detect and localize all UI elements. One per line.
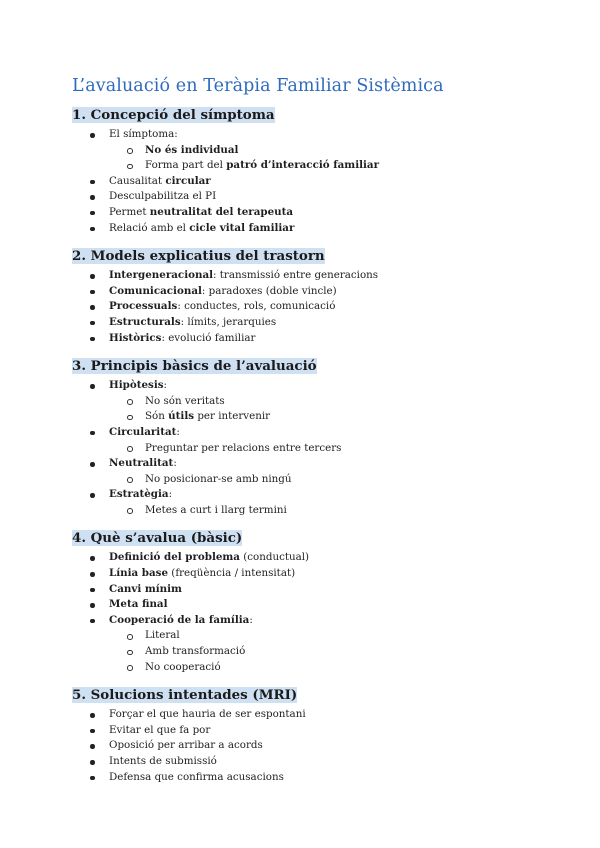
- sub-list: [109, 472, 540, 488]
- sub-list: [109, 143, 540, 174]
- sub-list: [109, 503, 540, 519]
- list-item: [72, 268, 540, 284]
- sub-list-item: [109, 158, 540, 174]
- section-5: [72, 684, 540, 785]
- list-item: [72, 550, 540, 566]
- item-text: Causalitat: [109, 174, 166, 187]
- list-item: [72, 425, 540, 456]
- section-heading-text: 5. Solucions intentades (MRI): [72, 687, 298, 704]
- section-2: [72, 245, 540, 346]
- item-text: Intents de submissió: [109, 755, 217, 767]
- sub-list: [109, 628, 540, 675]
- item-text: El símptoma:: [109, 128, 178, 140]
- item-text: :: [176, 425, 180, 438]
- item-bold-text: Estratègia: [109, 488, 169, 501]
- list-item: [72, 723, 540, 739]
- list-item: [72, 738, 540, 754]
- item-bold-text: Cooperació de la família: [109, 613, 250, 626]
- bullet-list: [72, 268, 540, 346]
- item-bold-text: útils: [168, 410, 195, 423]
- item-bold-text: No és individual: [145, 143, 239, 156]
- section-heading-text: 2. Models explicatius del trastorn: [72, 248, 325, 265]
- item-bold-text: neutralitat del terapeuta: [149, 205, 294, 218]
- item-text: Forçar el que hauria de ser espontani: [109, 708, 306, 721]
- list-item: [72, 331, 540, 347]
- bullet-list: [72, 127, 540, 236]
- list-item: [72, 770, 540, 786]
- item-text: Són: [145, 410, 169, 423]
- sub-list-item: [109, 441, 540, 457]
- section-heading-text: 4. Què s’avalua (bàsic): [72, 530, 243, 547]
- item-text: (freqüència / intensitat): [168, 567, 296, 580]
- list-item: [72, 189, 540, 205]
- item-bold-text: Línia base: [109, 567, 169, 580]
- item-text: :: [249, 613, 253, 626]
- list-item: [72, 378, 540, 425]
- item-bold-text: Comunicacional: [109, 284, 202, 297]
- item-text: : paradoxes (doble vincle): [201, 284, 337, 297]
- item-text: Metes a curt i llarg termini: [145, 503, 287, 516]
- item-text: Relació amb el: [109, 221, 190, 234]
- section-heading: [72, 529, 244, 547]
- section-heading-text: 3. Principis bàsics de l’avaluació: [72, 358, 317, 375]
- item-text: Forma part del: [145, 159, 227, 172]
- item-text: Amb transformació: [145, 645, 246, 658]
- list-item: [72, 205, 540, 221]
- item-text: Preguntar per relacions entre tercers: [145, 441, 342, 454]
- sub-list-item: [109, 644, 540, 660]
- item-bold-text: Circularitat: [109, 425, 177, 438]
- section-heading: [72, 247, 327, 265]
- sub-list-item: [109, 394, 540, 410]
- sub-list-item: [109, 503, 540, 519]
- sub-list-item: [109, 143, 540, 159]
- item-bold-text: cicle vital familiar: [189, 221, 295, 234]
- list-item: [72, 174, 540, 190]
- section-heading: [72, 357, 319, 375]
- item-bold-text: Canvi mínim: [109, 582, 182, 595]
- item-bold-text: Definició del problema: [109, 551, 240, 564]
- item-text: :: [173, 457, 177, 470]
- list-item: [72, 127, 540, 174]
- section-4: [72, 527, 540, 675]
- sub-list: [109, 394, 540, 425]
- list-item: [72, 299, 540, 315]
- item-text: (conductual): [239, 551, 310, 564]
- list-item: [72, 221, 540, 237]
- section-heading-text: 1. Concepció del símptoma: [72, 107, 275, 123]
- sub-list-item: [109, 472, 540, 488]
- bullet-list: [72, 707, 540, 785]
- list-item: [72, 582, 540, 598]
- list-item: [72, 487, 540, 518]
- sub-list-item: [109, 628, 540, 644]
- sub-list: [109, 441, 540, 457]
- item-text: : conductes, rols, comunicació: [177, 300, 336, 313]
- item-bold-text: Processuals: [109, 300, 178, 313]
- bullet-list: [72, 378, 540, 518]
- item-text: Literal: [145, 629, 180, 642]
- item-text: :: [168, 488, 173, 501]
- item-bold-text: circular: [165, 174, 211, 187]
- item-text: per intervenir: [194, 410, 271, 423]
- list-item: [72, 597, 540, 613]
- list-item: [72, 284, 540, 300]
- list-item: [72, 613, 540, 675]
- item-text: : evolució familiar: [161, 331, 256, 344]
- item-text: :: [163, 379, 168, 392]
- item-bold-text: Meta final: [109, 598, 168, 611]
- item-bold-text: Estructurals: [109, 315, 181, 328]
- item-text: : transmissió entre generacions: [213, 269, 379, 282]
- list-item: [72, 315, 540, 331]
- item-bold-text: Neutralitat: [109, 457, 174, 470]
- section-1: [72, 104, 540, 236]
- item-text: Evitar el que fa por: [109, 723, 211, 736]
- item-bold-text: Hipòtesis: [109, 379, 164, 392]
- list-item: [72, 754, 540, 770]
- bullet-list: [72, 550, 540, 675]
- sections-container: [72, 104, 540, 785]
- item-bold-text: Històrics: [109, 331, 162, 344]
- item-bold-text: patró d’interacció familiar: [226, 159, 380, 172]
- sub-list-item: [109, 409, 540, 425]
- item-text: Oposició per arribar a acords: [109, 739, 263, 752]
- list-item: [72, 707, 540, 723]
- item-text: Desculpabilitza el PI: [109, 190, 217, 203]
- item-text: Permet: [109, 205, 150, 218]
- item-text: No són veritats: [145, 394, 225, 407]
- item-text: Defensa que confirma acusacions: [109, 770, 284, 783]
- sub-list-item: [109, 660, 540, 676]
- list-item: [72, 566, 540, 582]
- section-heading: [72, 106, 277, 124]
- item-bold-text: Intergeneracional: [109, 269, 214, 282]
- item-text: No posicionar-se amb ningú: [145, 472, 292, 485]
- section-3: [72, 355, 540, 518]
- section-heading: [72, 686, 299, 704]
- item-text: : límits, jerarquies: [180, 315, 277, 328]
- item-text: No cooperació: [145, 660, 221, 673]
- document-title: L’avaluació en Teràpia Familiar Sistèmica: [72, 76, 444, 96]
- list-item: [72, 456, 540, 487]
